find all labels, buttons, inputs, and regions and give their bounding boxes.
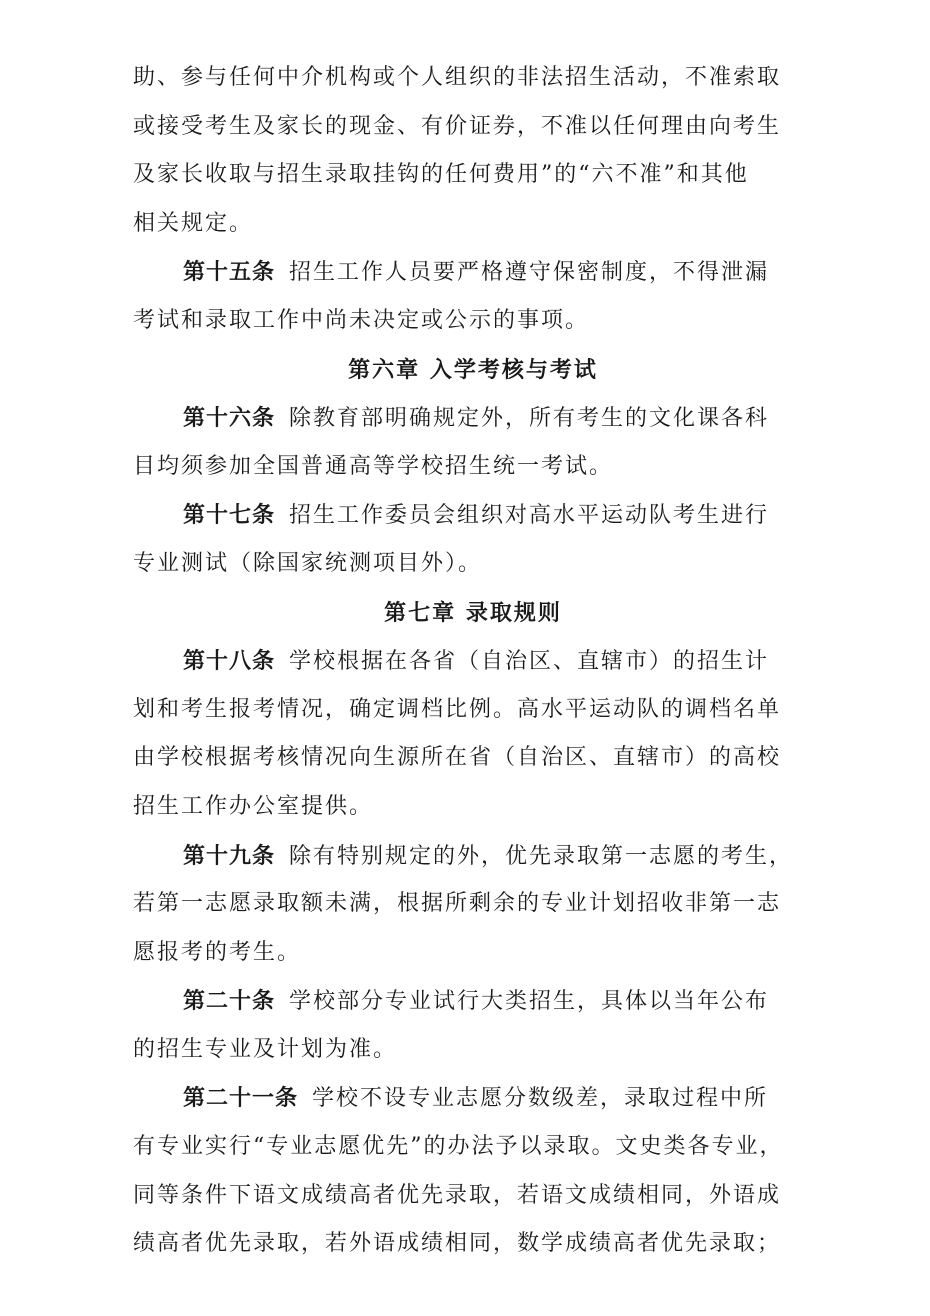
article-number: 第十七条 xyxy=(183,502,276,529)
text-line: 的招生专业及计划为准。 xyxy=(133,1036,398,1062)
article-paragraph-start xyxy=(133,977,813,1026)
article-number: 第二十一条 xyxy=(183,1085,299,1112)
article-number: 第二十条 xyxy=(183,988,276,1015)
text-line: 助、参与任何中介机构或个人组织的非法招生活动，不准索取 xyxy=(133,65,782,90)
text-line: 考试和录取工作中尚未决定或公示的事项。 xyxy=(133,307,590,333)
article-number: 第十九条 xyxy=(183,842,276,869)
article-text: 学校根据在各省（自治区、直辖市）的招生计 xyxy=(289,649,770,675)
article-text: 学校不设专业志愿分数级差，录取过程中所 xyxy=(312,1086,769,1112)
article-text: 除有特别规定的外，优先录取第一志愿的考生， xyxy=(289,843,794,869)
text-line: 及家长收取与招生录取挂钩的任何费用”的“六不准”和其他 xyxy=(133,162,749,188)
article-number: 第十五条 xyxy=(183,259,276,286)
text-line: 相关规定。 xyxy=(133,210,254,236)
article-paragraph-start xyxy=(133,248,813,297)
text-line: 或接受考生及家长的现金、有价证券，不准以任何理由向考生 xyxy=(133,113,782,139)
text-line: 专业测试（除国家统测项目外）。 xyxy=(133,550,483,576)
article-paragraph-start xyxy=(133,394,813,443)
text-line: 目均须参加全国普通高等学校招生统一考试。 xyxy=(133,453,614,479)
chapter-heading: 第六章 入学考核与考试 xyxy=(348,356,598,383)
text-line: 绩高者优先录取，若外语成绩相同，数学成绩高者优先录取； xyxy=(133,1231,782,1257)
article-text: 招生工作委员会组织对高水平运动队考生进行 xyxy=(289,503,770,529)
text-line: 愿报考的考生。 xyxy=(133,939,302,965)
chapter-heading: 第七章 录取规则 xyxy=(384,599,562,626)
article-text: 除教育部明确规定外，所有考生的文化课各科 xyxy=(289,406,770,432)
text-line: 有专业实行“专业志愿优先”的办法予以录取。文史类各专业， xyxy=(133,1134,784,1160)
text-line: 若第一志愿录取额未满，根据所剩余的专业计划招收非第一志 xyxy=(133,891,782,917)
text-line: 划和考生报考情况，确定调档比例。高水平运动队的调档名单 xyxy=(133,696,782,722)
text-line: 同等条件下语文成绩高者优先录取，若语文成绩相同，外语成 xyxy=(133,1182,782,1208)
article-paragraph-start xyxy=(133,1074,813,1123)
article-paragraph-start xyxy=(133,637,813,686)
article-text: 招生工作人员要严格遵守保密制度，不得泄漏 xyxy=(289,260,770,286)
text-line: 由学校根据考核情况向生源所在省（自治区、直辖市）的高校 xyxy=(133,745,782,771)
text-line: 招生工作办公室提供。 xyxy=(133,793,374,819)
document-page xyxy=(133,54,813,1269)
article-number: 第十六条 xyxy=(183,405,276,432)
article-paragraph-start xyxy=(133,832,813,881)
article-text: 学校部分专业试行大类招生，具体以当年公布 xyxy=(289,989,770,1015)
article-number: 第十八条 xyxy=(183,648,276,675)
article-paragraph-start xyxy=(133,491,813,540)
